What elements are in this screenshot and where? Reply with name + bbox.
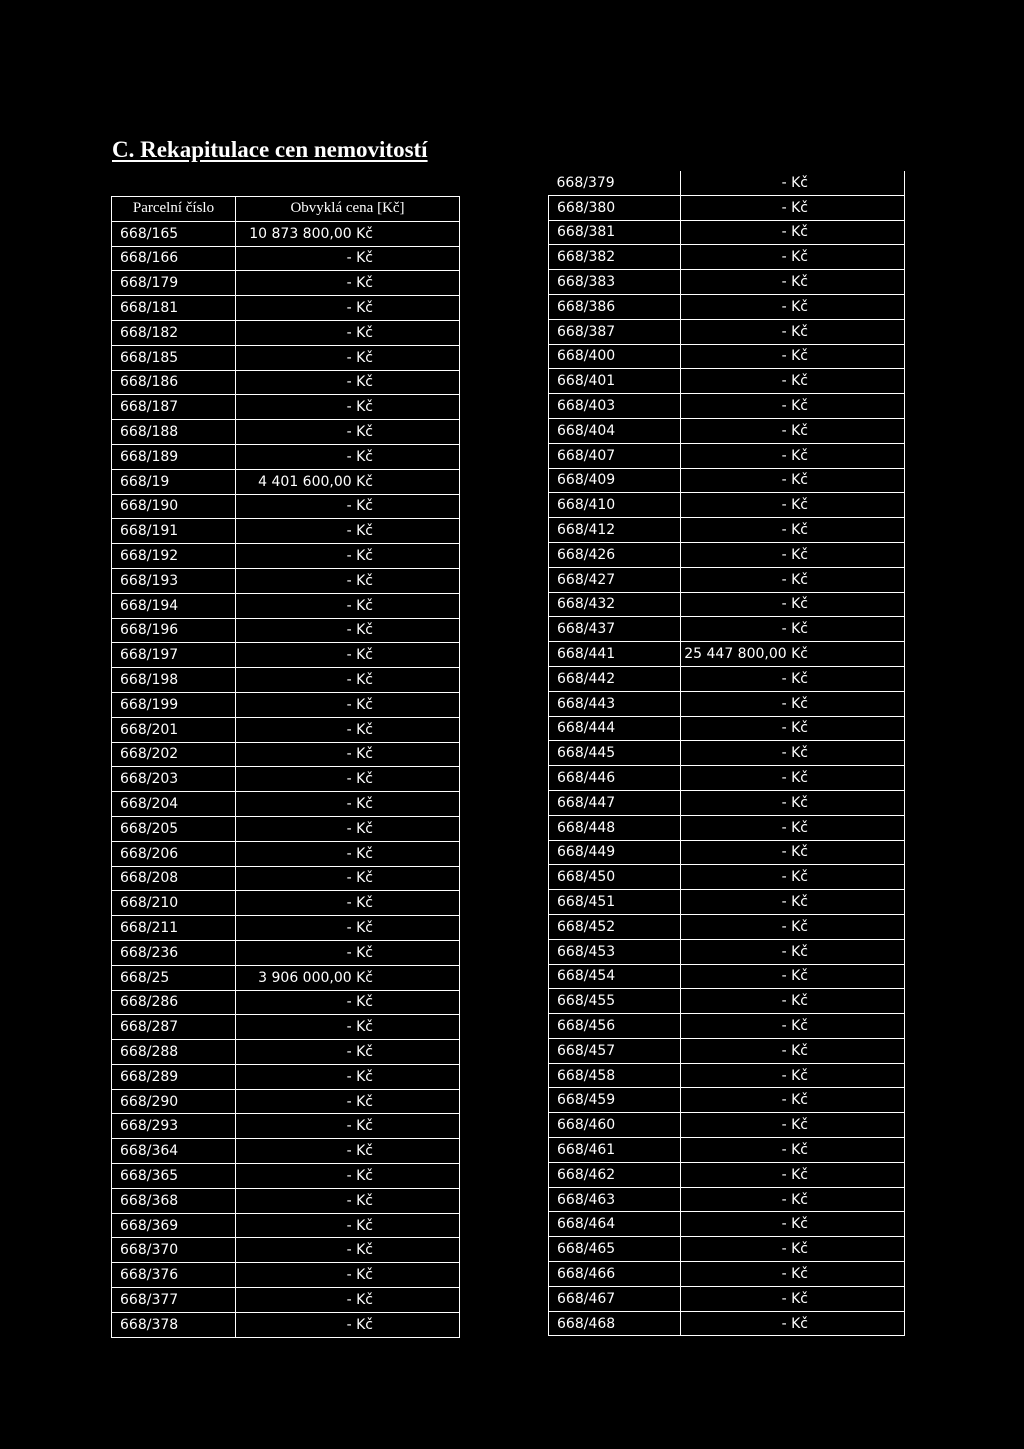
parcel-number-cell: 668/401 bbox=[549, 369, 681, 394]
table-row bbox=[549, 1113, 905, 1138]
table-row bbox=[112, 444, 460, 469]
price-cell: - Kč bbox=[681, 1286, 905, 1311]
table-row bbox=[549, 394, 905, 419]
parcel-number-cell: 668/165 bbox=[112, 221, 236, 246]
price-cell: - Kč bbox=[236, 643, 460, 668]
parcel-number-cell: 668/450 bbox=[549, 865, 681, 890]
table-row bbox=[549, 418, 905, 443]
table-row bbox=[549, 741, 905, 766]
table-row bbox=[112, 1213, 460, 1238]
parcel-number-cell: 668/205 bbox=[112, 816, 236, 841]
price-cell: - Kč bbox=[681, 394, 905, 419]
parcel-number-cell: 668/286 bbox=[112, 990, 236, 1015]
parcel-number-cell: 668/25 bbox=[112, 965, 236, 990]
table-row bbox=[549, 493, 905, 518]
price-cell: - Kč bbox=[681, 790, 905, 815]
price-cell: - Kč bbox=[681, 865, 905, 890]
price-cell: - Kč bbox=[681, 1162, 905, 1187]
parcel-number-cell: 668/407 bbox=[549, 443, 681, 468]
price-cell: - Kč bbox=[681, 1063, 905, 1088]
parcel-number-cell: 668/199 bbox=[112, 692, 236, 717]
table-row bbox=[112, 469, 460, 494]
table-row bbox=[112, 544, 460, 569]
price-cell: - Kč bbox=[681, 840, 905, 865]
parcel-number-cell: 668/458 bbox=[549, 1063, 681, 1088]
parcel-number-cell: 668/368 bbox=[112, 1188, 236, 1213]
table-row bbox=[549, 691, 905, 716]
price-cell: - Kč bbox=[236, 271, 460, 296]
parcel-number-cell: 668/290 bbox=[112, 1089, 236, 1114]
price-cell: - Kč bbox=[236, 345, 460, 370]
parcel-number-cell: 668/468 bbox=[549, 1311, 681, 1336]
parcel-number-cell: 668/166 bbox=[112, 246, 236, 271]
price-cell: 3 906 000,00 Kč bbox=[236, 965, 460, 990]
price-cell: - Kč bbox=[236, 1114, 460, 1139]
parcel-number-cell: 668/198 bbox=[112, 668, 236, 693]
table-row bbox=[112, 618, 460, 643]
parcel-number-cell: 668/194 bbox=[112, 593, 236, 618]
price-cell: - Kč bbox=[681, 418, 905, 443]
parcel-number-cell: 668/208 bbox=[112, 866, 236, 891]
price-cell: - Kč bbox=[236, 494, 460, 519]
parcel-number-cell: 668/404 bbox=[549, 418, 681, 443]
parcel-number-cell: 668/364 bbox=[112, 1139, 236, 1164]
price-cell: - Kč bbox=[681, 294, 905, 319]
parcel-number-cell: 668/190 bbox=[112, 494, 236, 519]
price-cell: - Kč bbox=[236, 395, 460, 420]
table-row bbox=[112, 1040, 460, 1065]
parcel-number-cell: 668/455 bbox=[549, 989, 681, 1014]
price-cell: - Kč bbox=[236, 246, 460, 271]
parcel-number-cell: 668/381 bbox=[549, 220, 681, 245]
price-cell: - Kč bbox=[681, 939, 905, 964]
parcel-number-cell: 668/370 bbox=[112, 1238, 236, 1263]
table-row bbox=[112, 668, 460, 693]
parcel-number-cell: 668/383 bbox=[549, 270, 681, 295]
parcel-number-cell: 668/192 bbox=[112, 544, 236, 569]
parcel-number-cell: 668/453 bbox=[549, 939, 681, 964]
parcel-number-cell: 668/409 bbox=[549, 468, 681, 493]
price-cell: - Kč bbox=[236, 668, 460, 693]
table-row bbox=[112, 296, 460, 321]
parcel-number-cell: 668/185 bbox=[112, 345, 236, 370]
table-row bbox=[549, 840, 905, 865]
table-row bbox=[112, 320, 460, 345]
price-cell: - Kč bbox=[681, 171, 905, 195]
price-cell: - Kč bbox=[681, 617, 905, 642]
parcel-number-cell: 668/379 bbox=[549, 171, 681, 195]
parcel-number-cell: 668/466 bbox=[549, 1262, 681, 1287]
table-row bbox=[549, 220, 905, 245]
price-cell: - Kč bbox=[236, 544, 460, 569]
table-row bbox=[549, 245, 905, 270]
parcel-number-cell: 668/201 bbox=[112, 717, 236, 742]
price-cell: 25 447 800,00 Kč bbox=[681, 642, 905, 667]
parcel-number-cell: 668/202 bbox=[112, 742, 236, 767]
parcel-number-cell: 668/382 bbox=[549, 245, 681, 270]
price-cell: - Kč bbox=[236, 816, 460, 841]
table-row bbox=[112, 246, 460, 271]
price-cell: 4 401 600,00 Kč bbox=[236, 469, 460, 494]
price-cell: - Kč bbox=[236, 1188, 460, 1213]
table-row bbox=[549, 1038, 905, 1063]
price-cell: - Kč bbox=[681, 567, 905, 592]
price-cell: - Kč bbox=[236, 618, 460, 643]
price-table-right bbox=[548, 171, 905, 1336]
parcel-number-cell: 668/445 bbox=[549, 741, 681, 766]
price-cell: - Kč bbox=[681, 493, 905, 518]
parcel-number-cell: 668/211 bbox=[112, 916, 236, 941]
table-row bbox=[549, 716, 905, 741]
parcel-number-cell: 668/403 bbox=[549, 394, 681, 419]
parcel-number-cell: 668/187 bbox=[112, 395, 236, 420]
price-cell: - Kč bbox=[681, 890, 905, 915]
parcel-number-cell: 668/463 bbox=[549, 1187, 681, 1212]
parcel-number-cell: 668/461 bbox=[549, 1138, 681, 1163]
table-row bbox=[549, 666, 905, 691]
table-row bbox=[112, 1238, 460, 1263]
table-row bbox=[549, 195, 905, 220]
table-row bbox=[549, 617, 905, 642]
parcel-number-cell: 668/380 bbox=[549, 195, 681, 220]
price-cell: - Kč bbox=[236, 742, 460, 767]
table-row bbox=[112, 221, 460, 246]
table-row bbox=[549, 1311, 905, 1336]
parcel-number-cell: 668/441 bbox=[549, 642, 681, 667]
parcel-number-cell: 668/448 bbox=[549, 815, 681, 840]
table-row bbox=[549, 865, 905, 890]
parcel-number-cell: 668/377 bbox=[112, 1288, 236, 1313]
parcel-number-cell: 668/410 bbox=[549, 493, 681, 518]
price-cell: - Kč bbox=[236, 792, 460, 817]
table-row bbox=[112, 1312, 460, 1337]
price-cell: - Kč bbox=[236, 916, 460, 941]
table-row bbox=[549, 1162, 905, 1187]
table-row bbox=[549, 567, 905, 592]
table-row bbox=[112, 1263, 460, 1288]
table-row bbox=[112, 990, 460, 1015]
table-row bbox=[112, 965, 460, 990]
table-row bbox=[112, 494, 460, 519]
parcel-number-cell: 668/387 bbox=[549, 319, 681, 344]
table-row bbox=[549, 1212, 905, 1237]
parcel-number-cell: 668/189 bbox=[112, 444, 236, 469]
parcel-number-cell: 668/288 bbox=[112, 1040, 236, 1065]
parcel-number-cell: 668/464 bbox=[549, 1212, 681, 1237]
table-row bbox=[549, 518, 905, 543]
table-row bbox=[549, 790, 905, 815]
price-cell: - Kč bbox=[236, 1288, 460, 1313]
table-header-row bbox=[112, 197, 460, 222]
parcel-number-cell: 668/369 bbox=[112, 1213, 236, 1238]
parcel-number-cell: 668/444 bbox=[549, 716, 681, 741]
table-row bbox=[112, 1188, 460, 1213]
price-cell: - Kč bbox=[236, 841, 460, 866]
price-cell: - Kč bbox=[236, 1263, 460, 1288]
table-row bbox=[549, 964, 905, 989]
table-row bbox=[549, 642, 905, 667]
price-cell: - Kč bbox=[681, 815, 905, 840]
table-row bbox=[549, 344, 905, 369]
price-cell: - Kč bbox=[681, 1262, 905, 1287]
parcel-number-cell: 668/188 bbox=[112, 420, 236, 445]
parcel-number-cell: 668/452 bbox=[549, 914, 681, 939]
table-row bbox=[549, 1237, 905, 1262]
price-cell: - Kč bbox=[236, 1015, 460, 1040]
parcel-number-cell: 668/365 bbox=[112, 1164, 236, 1189]
parcel-number-cell: 668/376 bbox=[112, 1263, 236, 1288]
price-cell: - Kč bbox=[236, 767, 460, 792]
price-cell: - Kč bbox=[236, 568, 460, 593]
table-row bbox=[112, 1139, 460, 1164]
table-row bbox=[112, 1064, 460, 1089]
table-row bbox=[112, 916, 460, 941]
table-row bbox=[112, 866, 460, 891]
table-row bbox=[549, 939, 905, 964]
table-row bbox=[112, 271, 460, 296]
price-cell: - Kč bbox=[681, 220, 905, 245]
table-row bbox=[112, 1114, 460, 1139]
parcel-number-cell: 668/467 bbox=[549, 1286, 681, 1311]
column-header-price: Obvyklá cena [Kč] bbox=[236, 197, 460, 222]
price-cell: - Kč bbox=[681, 1088, 905, 1113]
price-cell: - Kč bbox=[681, 989, 905, 1014]
price-cell: - Kč bbox=[681, 1187, 905, 1212]
table-row bbox=[112, 345, 460, 370]
price-cell: - Kč bbox=[681, 1311, 905, 1336]
table-row bbox=[549, 815, 905, 840]
price-cell: - Kč bbox=[681, 1212, 905, 1237]
price-cell: - Kč bbox=[681, 542, 905, 567]
price-cell: - Kč bbox=[236, 891, 460, 916]
price-cell: - Kč bbox=[236, 420, 460, 445]
parcel-number-cell: 668/465 bbox=[549, 1237, 681, 1262]
parcel-number-cell: 668/451 bbox=[549, 890, 681, 915]
parcel-number-cell: 668/19 bbox=[112, 469, 236, 494]
price-cell: - Kč bbox=[681, 468, 905, 493]
price-cell: - Kč bbox=[681, 245, 905, 270]
price-cell: - Kč bbox=[236, 692, 460, 717]
price-cell: - Kč bbox=[681, 443, 905, 468]
parcel-number-cell: 668/289 bbox=[112, 1064, 236, 1089]
table-row bbox=[549, 270, 905, 295]
table-row bbox=[549, 989, 905, 1014]
price-cell: - Kč bbox=[681, 195, 905, 220]
price-cell: - Kč bbox=[236, 1312, 460, 1337]
table-row bbox=[549, 1286, 905, 1311]
parcel-number-cell: 668/210 bbox=[112, 891, 236, 916]
parcel-number-cell: 668/203 bbox=[112, 767, 236, 792]
parcel-number-cell: 668/447 bbox=[549, 790, 681, 815]
parcel-number-cell: 668/197 bbox=[112, 643, 236, 668]
parcel-number-cell: 668/446 bbox=[549, 766, 681, 791]
parcel-number-cell: 668/191 bbox=[112, 519, 236, 544]
price-cell: - Kč bbox=[236, 940, 460, 965]
price-cell: - Kč bbox=[681, 1113, 905, 1138]
parcel-number-cell: 668/206 bbox=[112, 841, 236, 866]
price-table-left bbox=[111, 196, 460, 1338]
parcel-number-cell: 668/457 bbox=[549, 1038, 681, 1063]
price-cell: - Kč bbox=[236, 296, 460, 321]
column-header-parcel: Parcelní číslo bbox=[112, 197, 236, 222]
parcel-number-cell: 668/427 bbox=[549, 567, 681, 592]
table-row bbox=[112, 593, 460, 618]
table-row bbox=[112, 1288, 460, 1313]
table-row bbox=[549, 542, 905, 567]
price-cell: - Kč bbox=[236, 320, 460, 345]
parcel-number-cell: 668/204 bbox=[112, 792, 236, 817]
table-row bbox=[112, 742, 460, 767]
table-row bbox=[549, 1262, 905, 1287]
table-row bbox=[112, 767, 460, 792]
parcel-number-cell: 668/193 bbox=[112, 568, 236, 593]
price-cell: - Kč bbox=[236, 1139, 460, 1164]
price-cell: - Kč bbox=[681, 691, 905, 716]
price-cell: - Kč bbox=[236, 593, 460, 618]
parcel-number-cell: 668/462 bbox=[549, 1162, 681, 1187]
table-row bbox=[549, 592, 905, 617]
parcel-number-cell: 668/400 bbox=[549, 344, 681, 369]
table-row bbox=[112, 519, 460, 544]
table-row bbox=[112, 420, 460, 445]
price-cell: - Kč bbox=[681, 592, 905, 617]
parcel-number-cell: 668/287 bbox=[112, 1015, 236, 1040]
table-row bbox=[549, 443, 905, 468]
table-row bbox=[112, 1089, 460, 1114]
table-row bbox=[112, 816, 460, 841]
table-row bbox=[549, 1138, 905, 1163]
price-cell: - Kč bbox=[236, 1213, 460, 1238]
price-cell: - Kč bbox=[681, 1237, 905, 1262]
price-cell: - Kč bbox=[236, 1040, 460, 1065]
table-row bbox=[112, 643, 460, 668]
table-row bbox=[112, 1015, 460, 1040]
table-row bbox=[549, 1187, 905, 1212]
price-cell: - Kč bbox=[236, 717, 460, 742]
parcel-number-cell: 668/442 bbox=[549, 666, 681, 691]
table-row bbox=[549, 766, 905, 791]
price-cell: - Kč bbox=[681, 741, 905, 766]
price-cell: - Kč bbox=[681, 766, 905, 791]
price-cell: - Kč bbox=[681, 518, 905, 543]
parcel-number-cell: 668/456 bbox=[549, 1014, 681, 1039]
table-row bbox=[549, 914, 905, 939]
price-cell: 10 873 800,00 Kč bbox=[236, 221, 460, 246]
table-row bbox=[549, 890, 905, 915]
table-row bbox=[112, 692, 460, 717]
parcel-number-cell: 668/182 bbox=[112, 320, 236, 345]
parcel-number-cell: 668/432 bbox=[549, 592, 681, 617]
parcel-number-cell: 668/181 bbox=[112, 296, 236, 321]
table-row bbox=[549, 171, 905, 195]
parcel-number-cell: 668/196 bbox=[112, 618, 236, 643]
table-row bbox=[112, 940, 460, 965]
table-row bbox=[549, 319, 905, 344]
page-title: C. Rekapitulace cen nemovitostí bbox=[112, 137, 428, 162]
price-cell: - Kč bbox=[681, 270, 905, 295]
table-row bbox=[112, 792, 460, 817]
parcel-number-cell: 668/449 bbox=[549, 840, 681, 865]
table-row bbox=[549, 1088, 905, 1113]
table-row bbox=[549, 1014, 905, 1039]
price-cell: - Kč bbox=[236, 990, 460, 1015]
table-row bbox=[112, 370, 460, 395]
table-row bbox=[112, 891, 460, 916]
table-row bbox=[112, 568, 460, 593]
price-cell: - Kč bbox=[681, 1138, 905, 1163]
parcel-number-cell: 668/443 bbox=[549, 691, 681, 716]
price-cell: - Kč bbox=[236, 1064, 460, 1089]
table-row bbox=[549, 294, 905, 319]
price-cell: - Kč bbox=[681, 964, 905, 989]
price-cell: - Kč bbox=[236, 866, 460, 891]
parcel-number-cell: 668/454 bbox=[549, 964, 681, 989]
parcel-number-cell: 668/179 bbox=[112, 271, 236, 296]
price-cell: - Kč bbox=[236, 1238, 460, 1263]
price-cell: - Kč bbox=[681, 666, 905, 691]
price-cell: - Kč bbox=[236, 370, 460, 395]
parcel-number-cell: 668/186 bbox=[112, 370, 236, 395]
price-cell: - Kč bbox=[236, 1164, 460, 1189]
parcel-number-cell: 668/437 bbox=[549, 617, 681, 642]
price-cell: - Kč bbox=[681, 1014, 905, 1039]
table-row bbox=[112, 1164, 460, 1189]
parcel-number-cell: 668/386 bbox=[549, 294, 681, 319]
parcel-number-cell: 668/460 bbox=[549, 1113, 681, 1138]
table-row bbox=[112, 841, 460, 866]
parcel-number-cell: 668/459 bbox=[549, 1088, 681, 1113]
parcel-number-cell: 668/293 bbox=[112, 1114, 236, 1139]
price-cell: - Kč bbox=[236, 444, 460, 469]
parcel-number-cell: 668/236 bbox=[112, 940, 236, 965]
table-row bbox=[549, 369, 905, 394]
price-cell: - Kč bbox=[236, 519, 460, 544]
parcel-number-cell: 668/426 bbox=[549, 542, 681, 567]
price-cell: - Kč bbox=[236, 1089, 460, 1114]
price-cell: - Kč bbox=[681, 319, 905, 344]
price-cell: - Kč bbox=[681, 344, 905, 369]
table-row bbox=[112, 717, 460, 742]
table-row bbox=[549, 468, 905, 493]
parcel-number-cell: 668/412 bbox=[549, 518, 681, 543]
price-cell: - Kč bbox=[681, 1038, 905, 1063]
price-cell: - Kč bbox=[681, 716, 905, 741]
price-cell: - Kč bbox=[681, 369, 905, 394]
table-row bbox=[549, 1063, 905, 1088]
parcel-number-cell: 668/378 bbox=[112, 1312, 236, 1337]
price-cell: - Kč bbox=[681, 914, 905, 939]
table-row bbox=[112, 395, 460, 420]
